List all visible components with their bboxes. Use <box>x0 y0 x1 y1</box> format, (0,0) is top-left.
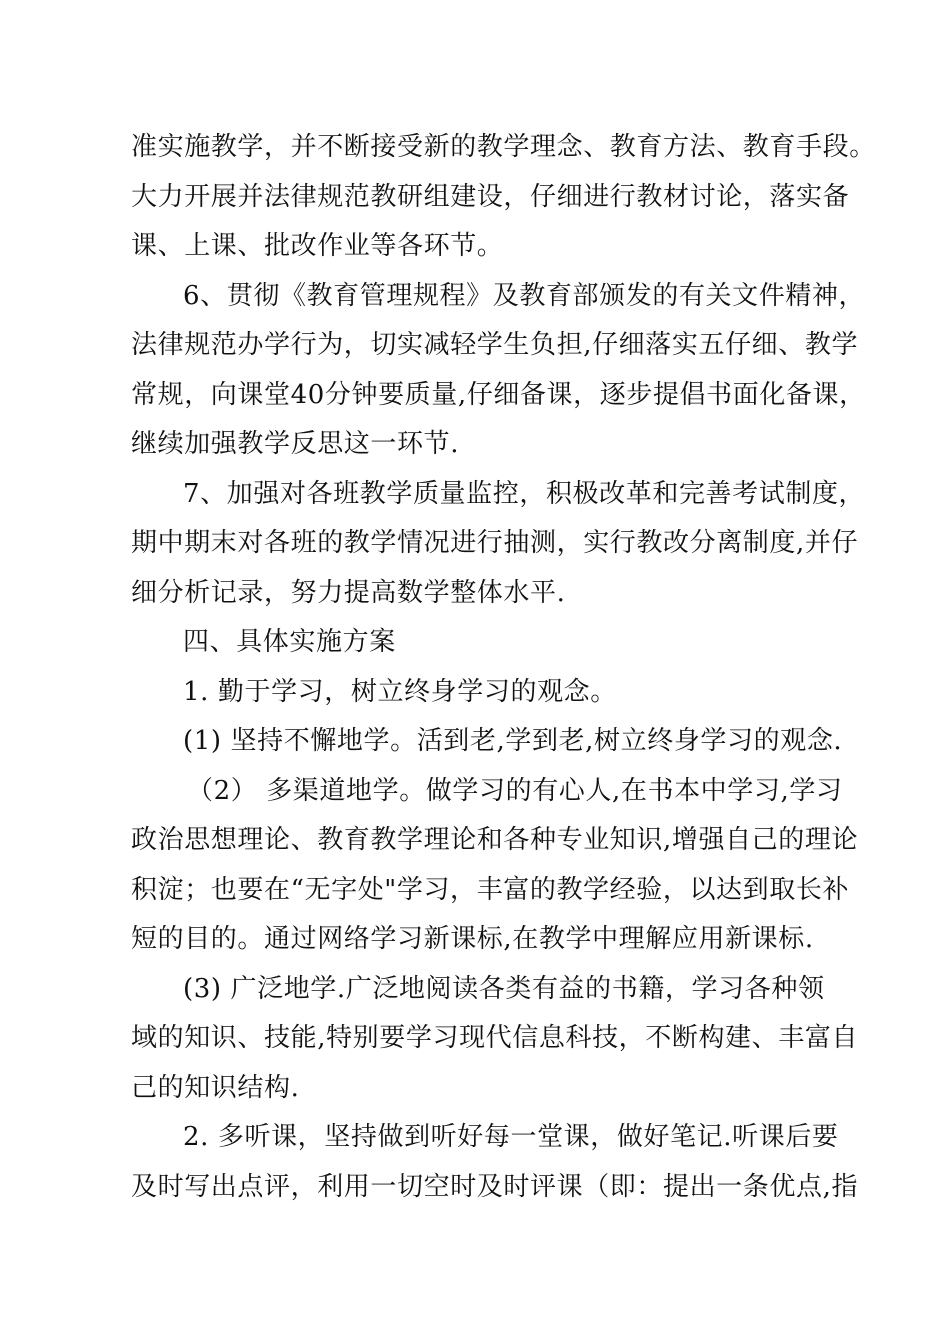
text-line: 期中期末对各班的教学情况进行抽测，实行教改分离制度,并仔 <box>131 528 859 558</box>
text-line: 继续加强教学反思这一环节. <box>131 429 460 459</box>
text-line: 细分析记录，努力提高数学整体水平. <box>131 577 566 608</box>
text-line: 短的目的。通过网络学习新课标,在教学中理解应用新课标. <box>131 924 814 954</box>
paragraph-7-start: 7、加强对各班教学质量监控，积极改革和完善考试制度， <box>183 478 866 509</box>
text-line: 大力开展并法律规范教研组建设，仔细进行教材讨论，落实备 <box>131 181 850 212</box>
text-line: 己的知识结构. <box>131 1072 300 1103</box>
text-line: 政治思想理论、教育教学理论和各种专业知识,增强自己的理论 <box>131 825 859 855</box>
text-line: 准实施教学，并不断接受新的教学理念、教育方法、教育手段。 <box>131 132 876 162</box>
text-line: 积淀；也要在“无字处"学习，丰富的教学经验，以达到取长补 <box>131 874 850 905</box>
paragraph-6-start: 6、贯彻《教育管理规程》及教育部颁发的有关文件精神， <box>183 280 866 311</box>
text-line: 课、上课、批改作业等各环节。 <box>131 231 504 261</box>
sub-item-1: (1) 坚持不懈地学。活到老,学到老,树立终身学习的观念. <box>183 726 843 756</box>
section-heading: 四、具体实施方案 <box>183 627 396 657</box>
text-line: 常规，向课堂40分钟要质量,仔细备课，逐步提倡书面化备课， <box>131 379 866 410</box>
item-1-heading: 1. 勤于学习，树立终身学习的观念。 <box>183 676 617 707</box>
sub-item-2-start: （2） 多渠道地学。做学习的有心人,在书本中学习,学习 <box>187 775 843 806</box>
text-line: 及时写出点评，利用一切空时及时评课（即：提出一条优点,指 <box>131 1171 859 1202</box>
sub-item-3-start: (3) 广泛地学.广泛地阅读各类有益的书籍，学习各种领 <box>183 973 825 1004</box>
text-line: 域的知识、技能,特别要学习现代信息科技，不断构建、丰富自 <box>131 1023 859 1053</box>
document-body <box>131 123 876 1212</box>
item-2-start: 2. 多听课，坚持做到听好每一堂课，做好笔记.听课后要 <box>183 1122 839 1152</box>
text-line: 法律规范办学行为，切实减轻学生负担,仔细落实五仔细、教学 <box>131 330 859 360</box>
